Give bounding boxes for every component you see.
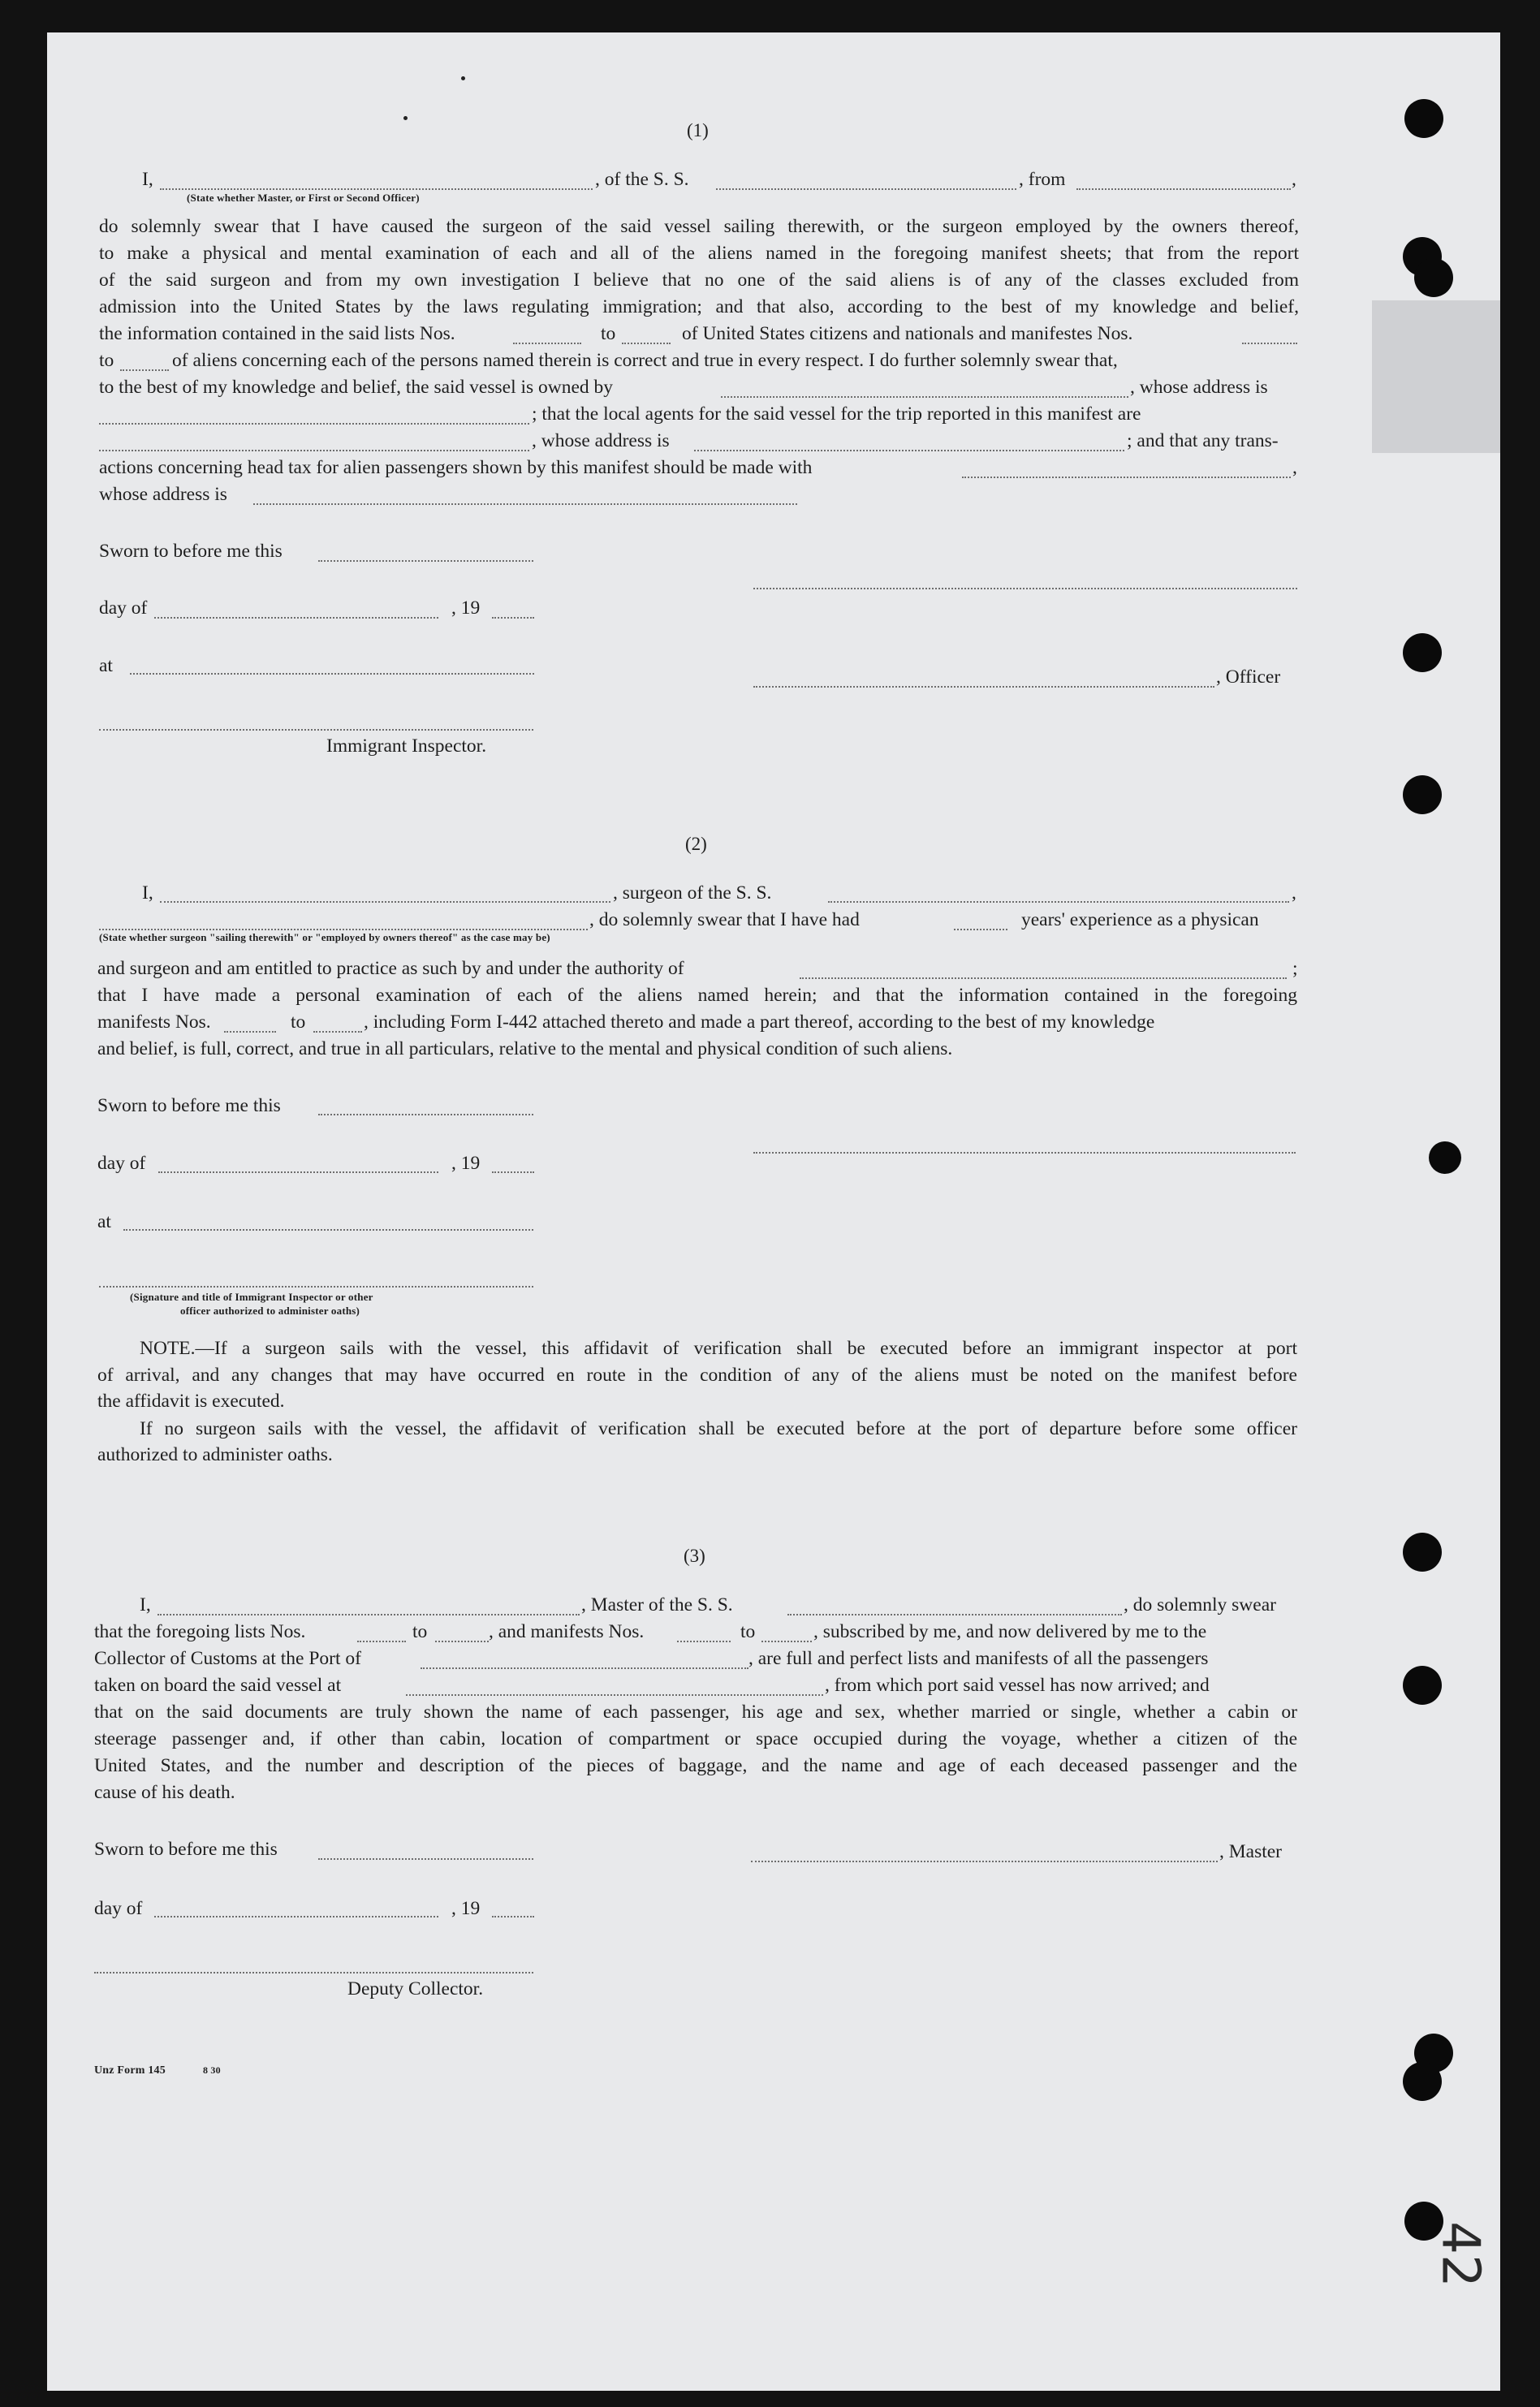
binder-hole	[1403, 1666, 1442, 1705]
blank-line	[1242, 343, 1297, 344]
blank-line	[154, 1916, 438, 1917]
text: , from which port said vessel has now arrived; and	[825, 1675, 1210, 1696]
text: , of the S. S.	[595, 169, 689, 190]
text: of aliens concerning each of the persons named therein is correct and true in every respect. I do further solemnly swear that,	[172, 350, 1118, 371]
blank-line	[253, 503, 797, 505]
text: , whose address is	[532, 430, 670, 451]
blank-line	[318, 1114, 533, 1115]
blank-line	[787, 1614, 1122, 1615]
text: I,	[142, 169, 153, 190]
collector-label: Deputy Collector.	[347, 1978, 484, 1999]
text: at	[99, 655, 113, 676]
caption: (State whether surgeon "sailing therewith" or "employed by owners thereof" as the case may be)	[99, 931, 550, 943]
text: , 19	[451, 1153, 481, 1174]
blank-line	[716, 188, 1016, 190]
note-line: If no surgeon sails with the vessel, the affidavit of verification shall be executed before at the port of departure before some officer	[140, 1418, 1297, 1439]
text: and belief, is full, correct, and true in all particulars, relative to the mental and physical condition of such aliens.	[97, 1038, 953, 1059]
blank-line	[800, 977, 1287, 979]
blank-line	[99, 929, 588, 930]
text: to the best of my knowledge and belief, the said vessel is owned by	[99, 377, 614, 398]
text: Sworn to before me this	[99, 541, 283, 562]
text: day of	[97, 1153, 146, 1174]
text: , Master of the S. S.	[581, 1594, 733, 1615]
text: to	[601, 323, 616, 344]
blank-line	[120, 369, 169, 371]
binder-hole	[1403, 2062, 1442, 2101]
caption: (State whether Master, or First or Second Officer)	[187, 192, 420, 204]
paragraph-line: steerage passenger and, if other than cabin, location of compartment or space occupied during the voyage, whether a citizen of the	[94, 1728, 1297, 1749]
blank-line	[954, 929, 1007, 930]
speck	[461, 76, 465, 80]
text: of United States citizens and nationals and manifestes Nos.	[682, 323, 1133, 344]
blank-line	[160, 901, 610, 903]
note-line: the affidavit is executed.	[97, 1391, 285, 1412]
text: , 19	[451, 1898, 481, 1919]
text: manifests Nos.	[97, 1012, 211, 1033]
text: ,	[1292, 882, 1296, 904]
section-2-heading: (2)	[685, 834, 707, 854]
text: , 19	[451, 597, 481, 619]
text: , surgeon of the S. S.	[613, 882, 772, 904]
speck	[403, 116, 408, 120]
paragraph-line: of the said surgeon and from my own investigation I believe that no one of the said aliens is of any of the classes excluded from	[99, 270, 1299, 291]
text: , and manifests Nos.	[489, 1621, 645, 1642]
caption: officer authorized to administer oaths)	[180, 1305, 360, 1317]
text: , including Form I-442 attached thereto and made a part thereof, according to the best of my knowledge	[364, 1012, 1155, 1033]
signature-line	[753, 1152, 1296, 1154]
signature-line	[94, 1972, 533, 1973]
blank-line	[406, 1694, 823, 1696]
blank-line	[694, 450, 1124, 451]
text: day of	[94, 1898, 143, 1919]
master-label: , Master	[1219, 1841, 1283, 1862]
signature-line	[753, 686, 1214, 688]
text: ; that the local agents for the said vessel for the trip reported in this manifest are	[532, 403, 1141, 425]
signature-line	[753, 588, 1297, 589]
blank-line	[721, 396, 1128, 398]
signature-line	[99, 729, 533, 731]
inspector-label: Immigrant Inspector.	[326, 735, 487, 757]
blank-line	[224, 1031, 276, 1033]
text: that the foregoing lists Nos.	[94, 1621, 306, 1642]
blank-line	[313, 1031, 362, 1033]
blank-line	[828, 901, 1289, 903]
binder-hole	[1403, 775, 1442, 814]
text: Sworn to before me this	[94, 1839, 278, 1860]
paragraph-line: do solemnly swear that I have caused the surgeon of the said vessel sailing therewith, or the surgeon employed by the owners thereof,	[99, 216, 1299, 237]
text: , do solemnly swear that I have had	[589, 909, 860, 930]
text: ,	[1292, 169, 1296, 190]
blank-line	[123, 1229, 533, 1231]
text: day of	[99, 597, 148, 619]
text: to	[99, 350, 114, 371]
binder-hole	[1404, 99, 1443, 138]
text: Sworn to before me this	[97, 1095, 281, 1116]
blank-line	[492, 617, 534, 619]
paper-stain	[1372, 300, 1500, 453]
paragraph-line: United States, and the number and description of the pieces of baggage, and the name and age of each deceased passenger and the	[94, 1755, 1297, 1776]
signature-line	[751, 1861, 1218, 1862]
text: and surgeon and am entitled to practice as such by and under the authority of	[97, 958, 684, 979]
text: to	[740, 1621, 756, 1642]
note-line: of arrival, and any changes that may have occurred en route in the condition of any of the aliens must be noted on the manifest before	[97, 1365, 1297, 1386]
paragraph-line: that on the said documents are truly shown the name of each passenger, his age and sex, whether married or single, whether a cabin or	[94, 1702, 1297, 1723]
text: , from	[1019, 169, 1066, 190]
blank-line	[99, 423, 529, 425]
text: , are full and perfect lists and manifests of all the passengers	[748, 1648, 1209, 1669]
blank-line	[160, 188, 593, 190]
blank-line	[318, 1858, 533, 1860]
signature-line	[99, 1286, 533, 1288]
form-number: Unz Form 145	[94, 2064, 166, 2077]
blank-line	[677, 1641, 731, 1642]
text: the information contained in the said lists Nos.	[99, 323, 455, 344]
blank-line	[130, 673, 534, 675]
text: years' experience as a physican	[1021, 909, 1259, 930]
paragraph-line: to make a physical and mental examination of each and all of the aliens named in the foregoing manifest sheets; that from the report	[99, 243, 1299, 264]
paragraph-line: admission into the United States by the laws regulating immigration; and that also, according to the best of my knowledge and belief,	[99, 296, 1299, 317]
note-line: authorized to administer oaths.	[97, 1444, 333, 1465]
note-line: NOTE.—If a surgeon sails with the vessel, this affidavit of verification shall be executed before an immigrant inspector at port	[140, 1338, 1297, 1359]
section-3-heading: (3)	[684, 1546, 705, 1566]
blank-line	[157, 1614, 580, 1615]
paragraph-line: cause of his death.	[94, 1782, 235, 1803]
binder-hole	[1403, 633, 1442, 672]
blank-line	[492, 1171, 534, 1173]
text: Collector of Customs at the Port of	[94, 1648, 361, 1669]
blank-line	[154, 617, 438, 619]
binder-hole	[1414, 258, 1453, 297]
section-1-heading: (1)	[687, 120, 709, 140]
text: I,	[140, 1594, 151, 1615]
officer-label: , Officer	[1216, 666, 1281, 688]
blank-line	[513, 343, 581, 344]
text: , do solemnly swear	[1124, 1594, 1276, 1615]
blank-line	[318, 560, 533, 562]
blank-line	[761, 1641, 812, 1642]
text: whose address is	[99, 484, 227, 505]
blank-line	[435, 1641, 489, 1642]
blank-line	[1076, 188, 1291, 190]
handwritten-number: 42	[1430, 2221, 1490, 2288]
binder-hole	[1403, 1533, 1442, 1572]
text: ,	[1292, 457, 1297, 478]
text: , subscribed by me, and now delivered by me to the	[813, 1621, 1207, 1642]
blank-line	[622, 343, 671, 344]
caption: (Signature and title of Immigrant Inspector or other	[130, 1291, 373, 1303]
blank-line	[357, 1641, 406, 1642]
binder-hole	[1429, 1141, 1461, 1174]
blank-line	[962, 477, 1291, 478]
blank-line	[492, 1916, 534, 1917]
text: , whose address is	[1130, 377, 1268, 398]
text: to	[412, 1621, 428, 1642]
paragraph-line: that I have made a personal examination of each of the aliens named herein; and that the information contained in the foregoing	[97, 985, 1297, 1006]
form-code: 8 30	[203, 2064, 221, 2076]
text: at	[97, 1211, 111, 1232]
text: ;	[1292, 958, 1298, 979]
blank-line	[99, 450, 529, 451]
text: ; and that any trans-	[1127, 430, 1279, 451]
blank-line	[158, 1171, 438, 1173]
text: I,	[142, 882, 153, 904]
text: actions concerning head tax for alien passengers shown by this manifest should be made with	[99, 457, 813, 478]
text: taken on board the said vessel at	[94, 1675, 342, 1696]
text: to	[291, 1012, 306, 1033]
blank-line	[421, 1667, 748, 1669]
